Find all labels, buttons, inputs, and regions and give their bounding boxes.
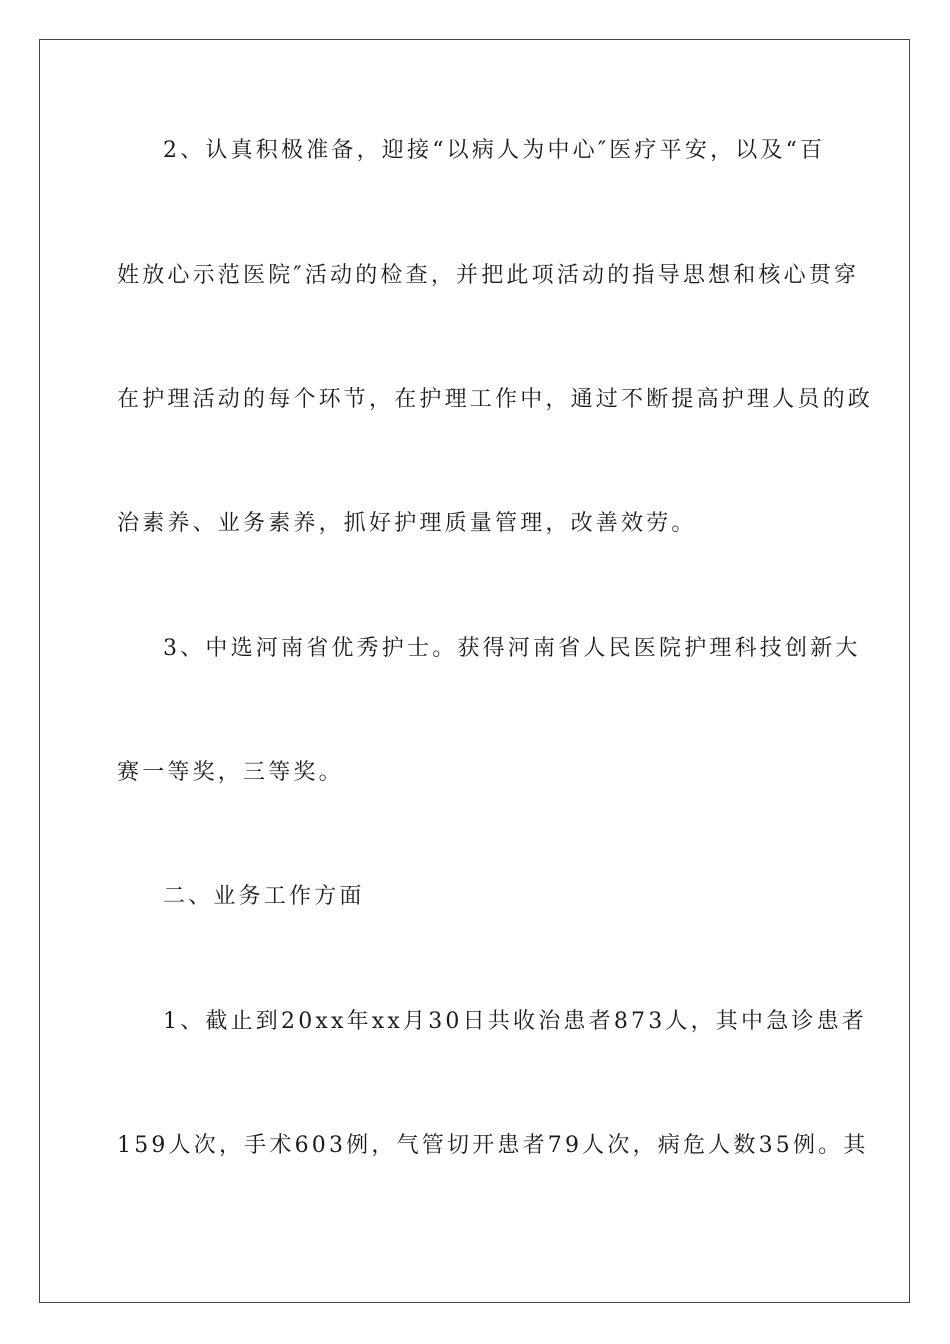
paragraph-1-line-1: 1、截止到20xx年xx月30日共收治患者873人，其中急诊患者 (163, 1009, 868, 1034)
paragraph-2-line-2: 姓放心示范医院″活动的检查，并把此项活动的指导思想和核心贯穿 (117, 263, 860, 288)
paragraph-2-line-4: 治素养、业务素养，抓好护理质量管理，改善效劳。 (117, 511, 697, 536)
paragraph-3-line-2: 赛一等奖，三等奖。 (117, 760, 344, 785)
paragraph-2-line-3: 在护理活动的每个环节，在护理工作中，通过不断提高护理人员的政 (117, 387, 874, 412)
paragraph-3-line-1: 3、中选河南省优秀护士。获得河南省人民医院护理科技创新大 (163, 636, 861, 661)
section-heading-business-work: 二、业务工作方面 (163, 884, 365, 909)
paragraph-1-line-2: 159人次，手术603例，气管切开患者79人次，病危人数35例。其 (117, 1133, 869, 1158)
page-border (39, 39, 910, 1303)
paragraph-2-line-1: 2、认真积极准备，迎接“以病人为中心″医疗平安，以及“百 (163, 138, 826, 163)
